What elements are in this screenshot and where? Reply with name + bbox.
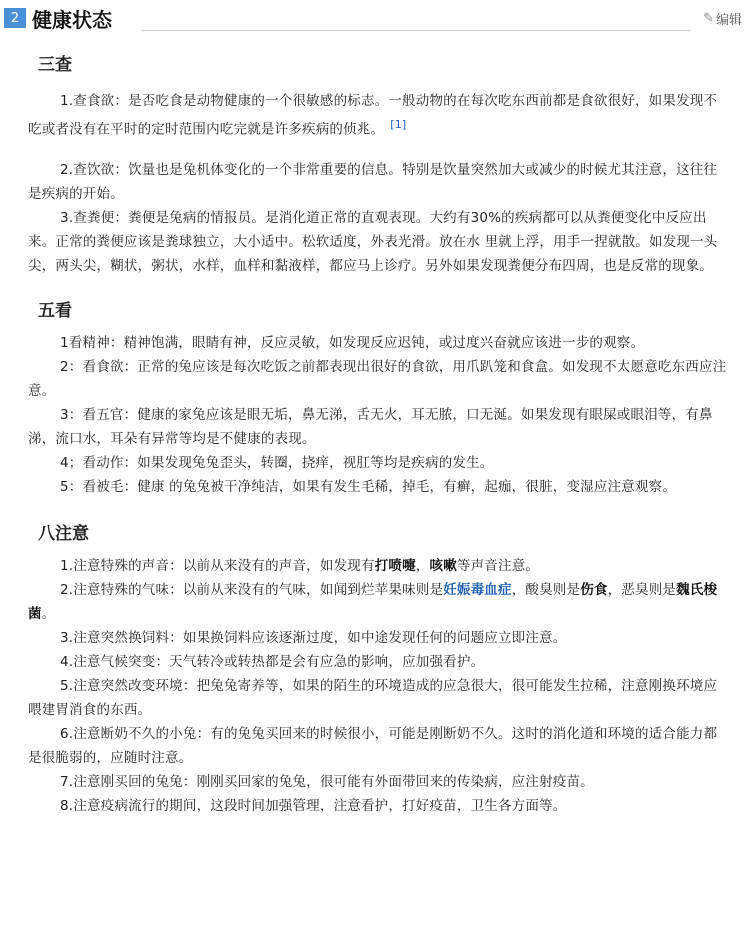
paragraph: 3.查粪便：粪便是兔病的情报员。是消化道正常的直观表现。大约有30%的疾病都可以从粪便变化中反应出来。正常的粪便应该是粪球独立，大小适中。松软适度，外表光滑。放在水 里就上浮，用手一捏就散。如发现一头尖，两头尖，糊状，粥状，水样，血样和黏液样，都应马上诊疗。另外如果发现粪便分布四周，也是反常的现象。 — [28, 209, 718, 274]
section-header — [0, 5, 750, 31]
text-span: 1.注意特殊的声音：以前从来没有的声音，如发现有 — [60, 557, 375, 574]
text-span: ， — [415, 557, 430, 574]
text-span: 等声音注意。 — [456, 557, 540, 574]
reference-link[interactable]: [1] — [390, 118, 407, 131]
paragraph: 3：看五官：健康的家兔应该是眼无垢，鼻无涕，舌无火，耳无脓，口无涎。如果发现有眼屎或眼泪等，有鼻涕，流口水，耳朵有异常等均是不健康的表现。 — [28, 406, 713, 447]
paragraph: 5：看被毛：健康 的兔兔被干净纯洁，如果有发生毛稀，掉毛，有癣，起痂，很脏，变湿应注意观察。 — [60, 478, 677, 495]
subheading-five-looks: 五看 — [38, 300, 72, 321]
edit-button[interactable] — [703, 9, 742, 28]
paragraph: 6.注意断奶不久的小兔：有的兔兔买回来的时候很小，可能是刚断奶不久。这时的消化道和环境的适合能力都是很脆弱的，应随时注意。 — [28, 725, 718, 766]
section-number-badge: 2 — [4, 8, 26, 28]
paragraph — [0, 578, 750, 626]
paragraph — [0, 89, 750, 142]
text-span: ，恶臭则是 — [607, 581, 677, 598]
paragraph — [0, 554, 750, 578]
section-title: 健康状态 — [32, 7, 112, 32]
paragraph: 4.注意气候突变：天气转冷或转热都是会有应急的影响，应加强看护。 — [60, 653, 485, 670]
keyword-indigestion: 伤食 — [580, 581, 608, 598]
text-span: ，酸臭则是 — [511, 581, 581, 598]
keyword-sneeze: 打喷嚏 — [374, 557, 416, 574]
paragraph: 4；看动作：如果发现兔兔歪头，转圈，挠痒，视肛等均是疾病的发生。 — [60, 454, 494, 471]
section-divider — [142, 30, 690, 31]
pencil-icon: ✎ — [703, 11, 714, 26]
text-span: 2.注意特殊的气味：以前从来没有的气味，如闻到烂苹果味则是 — [60, 581, 444, 598]
paragraph: 2：看食欲：正常的兔应该是每次吃饭之前都表现出很好的食欲，用爪趴笼和食盒。如发现不太愿意吃东西应注意。 — [28, 358, 727, 399]
subheading-eight-notes: 八注意 — [38, 523, 89, 544]
text-span: 。 — [41, 605, 56, 622]
paragraph: 7.注意刚买回的兔兔：刚刚买回家的兔兔，很可能有外面带回来的传染病，应注射疫苗。 — [60, 773, 594, 790]
edit-label: 编辑 — [715, 13, 742, 28]
paragraph: 8.注意疫病流行的期间，这段时间加强管理，注意看护，打好疫苗，卫生各方面等。 — [60, 797, 567, 814]
paragraph: 2.查饮欲：饮量也是兔机体变化的一个非常重要的信息。特别是饮量突然加大或减少的时候尤其注意，这往往是疾病的开始。 — [28, 161, 718, 202]
pregnancy-toxemia-link[interactable]: 妊娠毒血症 — [443, 581, 512, 598]
paragraph: 5.注意突然改变环境：把兔兔寄养等，如果的陌生的环境造成的应急很大，很可能发生拉稀，注意刚换环境应喂建胃消食的东西。 — [28, 677, 718, 718]
paragraph-text: 1.查食欲：是否吃食是动物健康的一个很敏感的标志。一般动物的在每次吃东西前都是食欲很好，如果发现不吃或者没有在平时的定时范围内吃完就是许多疾病的侦兆。 — [28, 93, 718, 138]
paragraph: 1看精神：精神饱满，眼睛有神，反应灵敏，如发现反应迟钝，或过度兴奋就应该进一步的观察。 — [60, 334, 645, 351]
article-content — [0, 40, 750, 818]
subheading-three-checks: 三查 — [38, 55, 72, 75]
paragraph: 3.注意突然换饲料：如果换饲料应该逐渐过度，如中途发现任何的问题应立即注意。 — [60, 629, 567, 646]
keyword-cough: 咳嗽 — [429, 557, 457, 574]
keyword-clostridium: 魏氏梭菌 — [28, 581, 718, 622]
